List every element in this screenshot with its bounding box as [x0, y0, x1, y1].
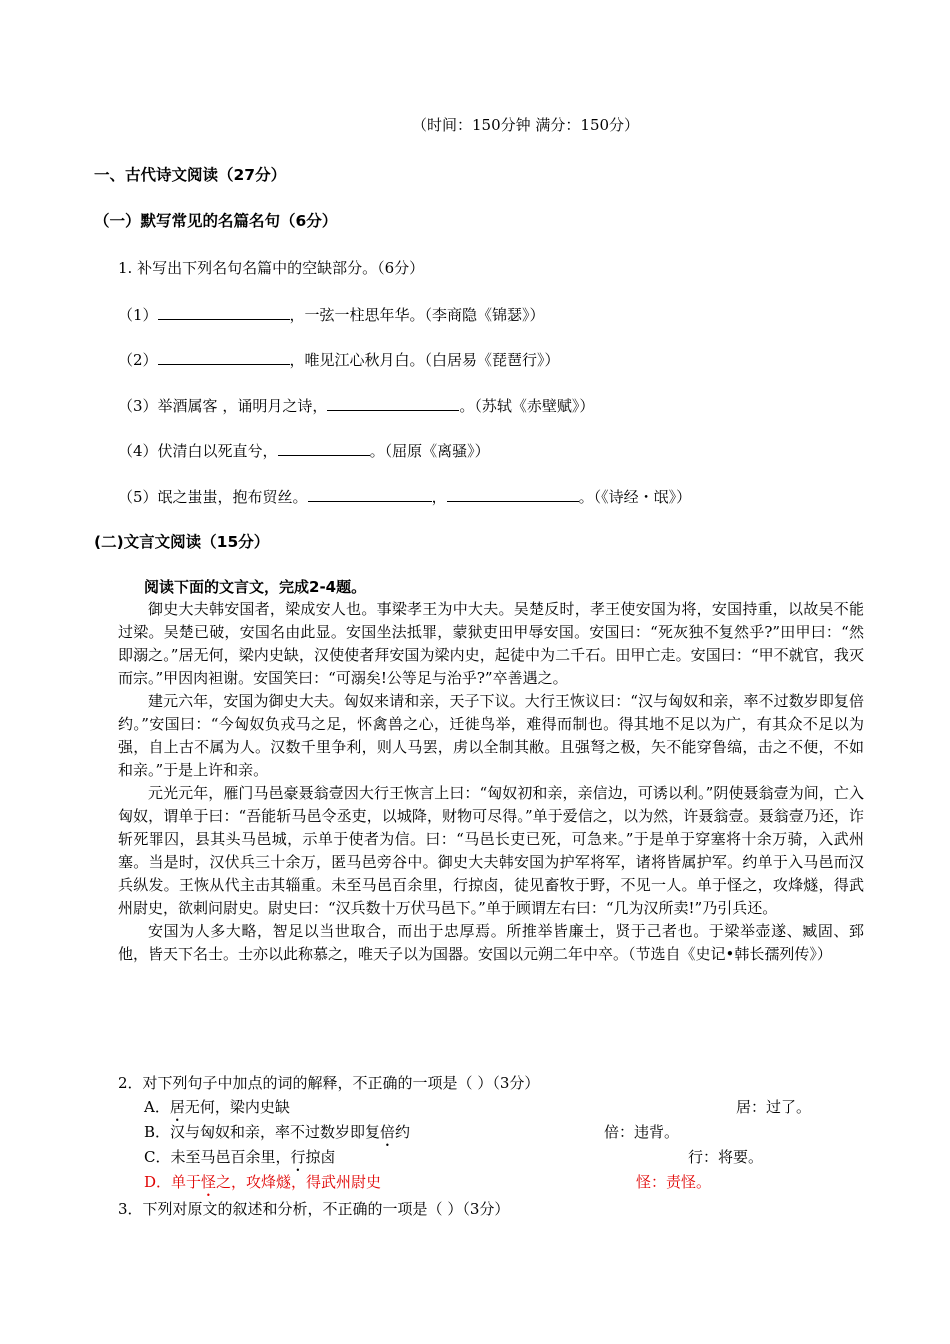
- option-text: C．未至马邑百余里，: [144, 1148, 291, 1166]
- option-text: D．单于: [144, 1173, 202, 1191]
- answer-blank[interactable]: [158, 303, 290, 320]
- option-text: 掠卤: [305, 1148, 336, 1166]
- passage-paragraph: 元光元年，雁门马邑豪聂翁壹因大行王恢言上曰：“匈奴初和亲，亲信边，可诱以利。”阴使聂翁壹为间，亡入匈奴，谓单于曰：“吾能斩马邑令丞吏，以城降，财物可尽得。”单于爱信之，以为然，许聂翁壹。聂翁壹乃还，诈斩死罪囚，县其头马邑城，示单于使者为信。曰：“马邑长吏已死，可急来。”于是单于穿塞将十余万骑，入武州塞。当是时，汉伏兵三十余万，匿马邑旁谷中。御史大夫韩安国为护军将军，诸将皆属护军。约单于入马邑而汉兵纵发。王恢从代主击其辎重。未至马邑百余里，行掠卤，徒见畜牧于野，不见一人。单于怪之，攻烽燧，得武州尉史，欲刺问尉史。尉史曰：“汉兵数十万伏马邑下。”单于顾谓左右曰：“几为汉所卖!”乃引兵还。: [118, 784, 864, 917]
- item-number: （5）: [118, 488, 158, 506]
- dotted-word: 怪: [201, 1173, 217, 1191]
- question-1-stem: 1. 补写出下列名句名篇中的空缺部分。（6分）: [118, 259, 425, 277]
- answer-blank[interactable]: [327, 394, 459, 411]
- subsection-heading-classical-reading: (二)文言文阅读（15分）: [94, 533, 270, 551]
- answer-blank[interactable]: [308, 485, 432, 502]
- q2-option-c-gloss: 行：将要。: [688, 1148, 764, 1166]
- item-text-middle: ，: [431, 488, 447, 506]
- option-text: 之，攻烽燧，得武州尉史: [216, 1173, 382, 1191]
- q1-item-4: [118, 439, 490, 461]
- answer-blank[interactable]: [278, 439, 370, 456]
- question-2-stem: 2．对下列句子中加点的词的解释，不正确的一项是（ ）（3分）: [118, 1074, 540, 1092]
- q2-option-d[interactable]: [144, 1171, 381, 1200]
- q1-item-1: [118, 303, 545, 325]
- q1-item-2: [118, 348, 560, 370]
- item-text-before: 伏清白以死直兮，: [157, 442, 278, 460]
- item-text-before: 氓之蚩蚩，抱布贸丝。: [157, 488, 308, 506]
- reading-instruction: 阅读下面的文言文，完成2-4题。: [144, 578, 367, 596]
- item-number: （4）: [118, 442, 158, 460]
- passage-paragraph: 安国为人多大略，智足以当世取合，而出于忠厚焉。所推举皆廉士，贤于己者也。于梁举壶遂、臧固、郅他，皆天下名士。士亦以此称慕之，唯天子以为国器。安国以元朔二年中卒。（节选自《史记•韩长孺列传》）: [118, 922, 864, 963]
- option-text: A．: [144, 1098, 170, 1116]
- q1-item-3: [118, 394, 594, 416]
- option-text: 无何，梁内史缺: [184, 1098, 290, 1116]
- exam-time-info: （时间：150分钟 满分：150分）: [412, 116, 640, 134]
- q2-option-b-gloss: 倍：违背。: [604, 1123, 680, 1141]
- subsection-heading-dictation: （一）默写常见的名篇名句（6分）: [94, 212, 338, 230]
- item-number: （2）: [118, 351, 158, 369]
- item-text-before: 举酒属客 ，诵明月之诗，: [157, 397, 328, 415]
- answer-blank[interactable]: [158, 348, 290, 365]
- dotted-word: 倍: [380, 1123, 396, 1141]
- dotted-word: 居: [169, 1098, 185, 1116]
- classical-passage: [118, 598, 864, 966]
- passage-paragraph: 建元六年，安国为御史大夫。匈奴来请和亲，天子下议。大行王恢议曰：“汉与匈奴和亲，率不过数岁即复倍约。”安国曰：“今匈奴负戎马之足，怀禽兽之心，迁徙鸟举，难得而制也。得其地不足以为广，有其众不足以为强，自上古不属为人。汉数千里争利，则人马罢，虏以全制其敝。且强弩之极，矢不能穿鲁缟，击之不便，不如和亲。”于是上许和亲。: [118, 692, 864, 779]
- item-text: ，唯见江心秋月白。（白居易《琵琶行》）: [289, 351, 560, 369]
- item-text: 。（苏轼《赤壁赋》）: [459, 397, 595, 415]
- question-3-stem: 3．下列对原文的叙述和分析，不正确的一项是（ ）（3分）: [118, 1200, 510, 1218]
- section-heading-ancient-poetry: 一、古代诗文阅读（27分）: [94, 166, 287, 184]
- passage-paragraph: 御史大夫韩安国者，梁成安人也。事梁孝王为中大夫。吴楚反时，孝王使安国为将，安国持重，以故吴不能过梁。吴楚已破，安国名由此显。安国坐法抵罪，蒙狱吏田甲辱安国。安国曰：“死灰独不复然乎?”田甲曰：“然即溺之。”居无何，梁内史缺，汉使使者拜安国为梁内史，起徒中为二千石。田甲亡走。安国曰：“甲不就官，我灭而宗。”甲因肉袒谢。安国笑曰：“可溺矣!公等足与治乎?”卒善遇之。: [118, 600, 864, 687]
- q2-option-a-gloss: 居：过了。: [736, 1098, 812, 1116]
- q1-item-5: [118, 485, 691, 507]
- dotted-word: 行: [290, 1148, 306, 1166]
- q2-option-d-gloss: 怪：责怪。: [636, 1173, 712, 1191]
- answer-blank[interactable]: [447, 485, 579, 502]
- option-text: B．汉与匈奴和亲，率不过数岁即复: [144, 1123, 381, 1141]
- item-number: （1）: [118, 306, 158, 324]
- option-text: 约: [395, 1123, 411, 1141]
- item-number: （3）: [118, 397, 158, 415]
- item-text: 。（《诗经・氓》）: [578, 488, 692, 506]
- item-text: 。（屈原《离骚》）: [369, 442, 490, 460]
- item-text: ，一弦一柱思年华。（李商隐《锦瑟》）: [289, 306, 545, 324]
